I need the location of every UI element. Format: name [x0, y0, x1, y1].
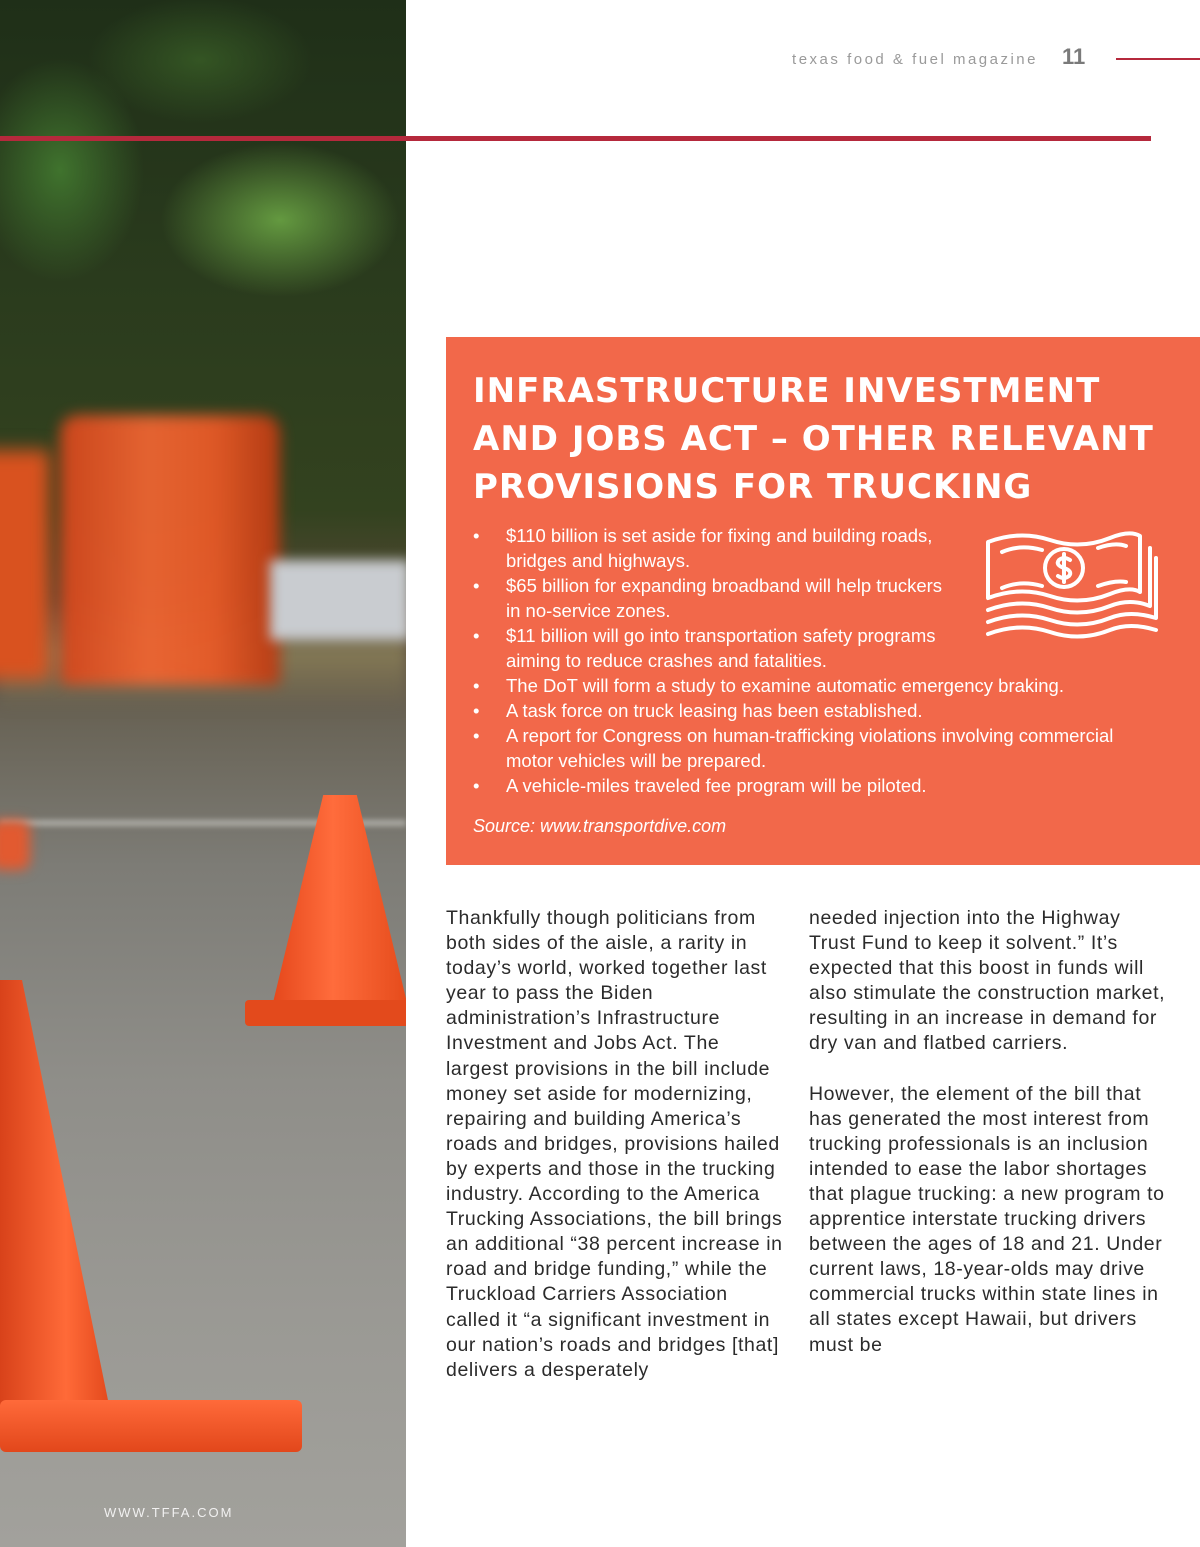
article-column-2 — [809, 906, 1169, 1358]
photo-cone-front — [0, 980, 110, 1410]
sidebar-bullets — [473, 523, 1173, 798]
photo-cone-front-base — [0, 1400, 302, 1452]
photo-cone-middle — [270, 795, 406, 1015]
header-rule — [1116, 58, 1200, 60]
bullet-item: • The DoT will form a study to examine automatic emergency braking. — [473, 673, 1173, 698]
article-paragraph: However, the element of the bill that has generated the most interest from trucking professionals is an inclusion intended to ease the labor shortages that plague trucking: a new program to apprentice interstate trucking drivers between the ages of 18 and 21. Under current laws, 18-year-olds may drive commercial trucks within state lines in all states except Hawaii, but drivers must be — [809, 1082, 1165, 1356]
article-column-1 — [446, 906, 786, 1383]
photo-cone-far — [0, 820, 30, 870]
sidebar-source: Source: www.transportdive.com — [473, 816, 727, 836]
bullet-item: • $65 billion for expanding broadband will help truckers in no-service zones. — [473, 573, 946, 623]
bullet-item: • $110 billion is set aside for fixing and building roads, bridges and highways. — [473, 523, 946, 573]
cover-photo-traffic-cones — [0, 0, 406, 1547]
bullet-item: • A vehicle-miles traveled fee program will be piloted. — [473, 773, 1173, 798]
article-paragraph: Thankfully though politicians from both sides of the aisle, a rarity in today’s world, worked together last year to pass the Biden administration’s Infrastructure Investment and Jobs Act. The largest provisions in the bill include money set aside for modernizing, repairing and building America’s roads and bridges, provisions hailed by experts and those in the trucking industry. According to the America Trucking Associations, the bill brings an additional “38 percent increase in road and bridge funding,” while the Truckload Carriers Association called it “a significant investment in our nation’s roads and bridges [that] delivers a desperately — [446, 907, 783, 1381]
photo-cone-middle-base — [245, 1000, 406, 1026]
photo-blur-white — [270, 560, 406, 640]
bullet-item: • A task force on truck leasing has been established. — [473, 698, 1173, 723]
sidebar-box — [446, 337, 1200, 865]
bullet-item: • A report for Congress on human-trafficking violations involving commercial motor vehicles will be prepared. — [473, 723, 1126, 773]
sidebar-title: INFRASTRUCTURE INVESTMENT AND JOBS ACT – OTHER RELEVANT PROVISIONS FOR TRUCKING — [473, 371, 1154, 507]
photo-orange-barrel — [60, 415, 280, 685]
footer-url: WWW.TFFA.COM — [104, 1505, 234, 1520]
article-paragraph: needed injection into the Highway Trust Fund to keep it solvent.” It’s expected that this boost in funds will also stimulate the construction market, resulting in an increase in demand for dry van and flatbed carriers. — [809, 907, 1166, 1055]
bullet-item: • $11 billion will go into transportation safety programs aiming to reduce crashes and fatalities. — [473, 623, 976, 673]
photo-blur-orange — [0, 450, 50, 680]
magazine-name: texas food & fuel magazine — [792, 51, 1038, 68]
top-rule — [0, 136, 1151, 141]
page-number: 11 — [1062, 44, 1086, 69]
